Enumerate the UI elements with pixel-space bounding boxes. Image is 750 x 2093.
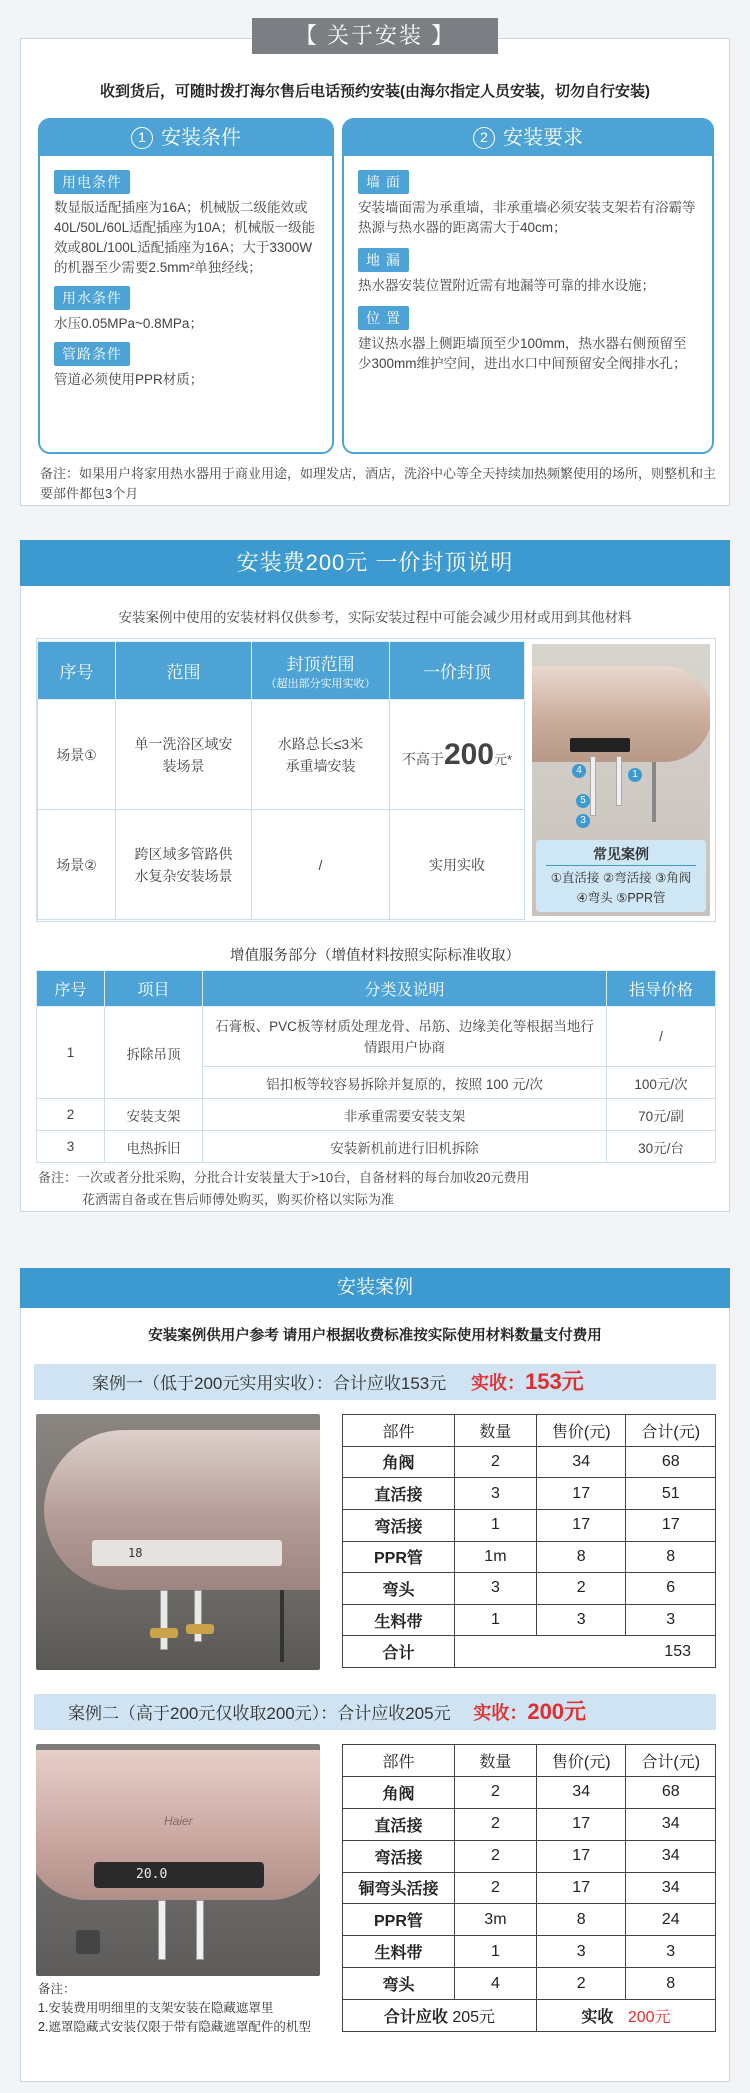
case-cell: 直活接 — [343, 1808, 455, 1840]
case-cell: PPR管 — [343, 1541, 455, 1573]
case-total-row — [343, 1636, 716, 1668]
requirement-text: 热水器安装位置附近需有地漏等可靠的排水设施； — [358, 278, 655, 293]
callout-icon: 3 — [576, 814, 590, 828]
conditions-box — [38, 118, 334, 454]
case-cell: 34 — [626, 1808, 716, 1840]
case-cell: 17 — [536, 1478, 626, 1510]
install-tab-title: 【 关于安装 】 — [252, 18, 498, 54]
case-cell: 8 — [626, 1541, 716, 1573]
requirement-text: 安装墙面需为承重墙，非承重墙必须安装支架若有浴霸等热源与热水器的距离需大于40cm； — [358, 200, 696, 235]
vas-desc: 石膏板、PVC板等材质处理龙骨、吊筋、边缘美化等根据当地行情跟用户协商 — [203, 1007, 607, 1067]
heater-display: 20.0 — [136, 1867, 168, 1882]
outlet-icon — [76, 1930, 100, 1954]
case1-paid-value: 153元 — [524, 1369, 584, 1394]
case-cell: 8 — [536, 1904, 626, 1936]
requirement-tag: 位 置 — [358, 306, 409, 330]
fee-seq: 场景② — [38, 810, 116, 920]
fee-header-scope: 范围 — [116, 642, 252, 700]
case-cell: 2 — [454, 1808, 536, 1840]
case2-label: 案例二（高于200元仅收取200元）：合计应收205元 — [68, 1704, 451, 1723]
fee-note-2: 花洒需自备或在售后师傅处购买，购买价格以实际为准 — [82, 1192, 395, 1207]
case-cell: 直活接 — [343, 1478, 455, 1510]
condition-text: 水压0.05MPa~0.8MPa； — [54, 316, 203, 331]
requirement-text: 建议热水器上侧距墙顶至少100mm，热水器右侧预留至少300mm维护空间，进出水口中间预留安全阀排水孔； — [358, 336, 687, 371]
case-cell: 2 — [454, 1776, 536, 1808]
case-table-row — [343, 1840, 716, 1872]
case-total-value: 205元 — [452, 2009, 496, 2026]
heater-illustration — [532, 644, 710, 916]
case-header-cell: 部件 — [343, 1415, 455, 1447]
condition-tag: 管路条件 — [54, 342, 130, 366]
case-cell: 3 — [626, 1604, 716, 1636]
case-cell: 2 — [454, 1840, 536, 1872]
fee-header-cap — [252, 642, 390, 700]
case-cell: 3 — [626, 1936, 716, 1968]
case-cell: 17 — [536, 1808, 626, 1840]
case-cell: 3 — [454, 1573, 536, 1605]
vas-row — [37, 1099, 716, 1131]
vas-row — [37, 1131, 716, 1163]
case-cell: 68 — [626, 1776, 716, 1808]
case1-photo — [36, 1414, 320, 1670]
case-header-cell: 部件 — [343, 1745, 455, 1777]
vas-table — [36, 970, 716, 1162]
case2-photo — [36, 1744, 320, 1976]
case-cell: 3 — [536, 1936, 626, 1968]
install-intro: 收到货后，可随时拨打海尔售后电话预约安装(由海尔指定人员安装，切勿自行安装) — [100, 83, 650, 100]
case-cell: 1m — [454, 1541, 536, 1573]
case-table-row — [343, 1968, 716, 2000]
vas-header-desc: 分类及说明 — [203, 971, 607, 1007]
number-badge: 1 — [131, 127, 153, 149]
requirement-tag: 墙 面 — [358, 170, 409, 194]
case2-note-line: 2.遮罩隐藏式安装仅限于带有隐藏遮罩配件的机型 — [38, 2020, 311, 2034]
fee-scope: 跨区域多管路供水复杂安装场景 — [116, 810, 252, 920]
fee-row — [38, 700, 525, 810]
callout-icon: 5 — [576, 794, 590, 808]
case-cell: 51 — [626, 1478, 716, 1510]
common-case: ④弯头 — [576, 891, 613, 905]
case-cell: 34 — [536, 1776, 626, 1808]
case-cell: 34 — [626, 1840, 716, 1872]
case-cell: 2 — [536, 1573, 626, 1605]
case-cell: 2 — [454, 1446, 536, 1478]
case-cell: 17 — [626, 1509, 716, 1541]
case2-note — [38, 1980, 328, 2037]
vas-price: 30元/台 — [607, 1131, 716, 1163]
case2-paid-value: 200元 — [527, 1699, 587, 1724]
cases-title: 安装案例 — [20, 1268, 730, 1308]
case2-note-line: 1.安装费用明细里的支架安装在隐藏遮罩里 — [38, 2001, 274, 2015]
callout-icon: 4 — [572, 764, 586, 778]
case1-label: 案例一（低于200元实用实收）：合计应收153元 — [92, 1374, 447, 1393]
case2-table — [342, 1744, 716, 2032]
heater-display — [570, 738, 630, 752]
case-cell: 铜弯头活接 — [343, 1872, 455, 1904]
case-table-row — [343, 1446, 716, 1478]
case2-paid-label: 实收： — [473, 1703, 528, 1723]
case-cell: 34 — [626, 1872, 716, 1904]
case-table-row — [343, 1478, 716, 1510]
case-cell: 1 — [454, 1604, 536, 1636]
case-cell: 17 — [536, 1509, 626, 1541]
heater-body — [44, 1430, 320, 1590]
requirements-box — [342, 118, 714, 454]
case-cell: 角阀 — [343, 1446, 455, 1478]
fee-cap: 水路总长≤3米承重墙安装 — [252, 700, 390, 810]
case-cell: 4 — [454, 1968, 536, 2000]
case-paid-label: 实收 — [581, 2009, 614, 2026]
common-cases-title: 常见案例 — [546, 844, 696, 866]
fee-header-seq: 序号 — [38, 642, 116, 700]
install-note: 备注：如果用户将家用热水器用于商业用途，如理发店，酒店，洗浴中心等全天持续加热频繁使用的场所，则整机和主要部件都包3个月 — [40, 466, 717, 501]
vas-item: 安装支架 — [105, 1099, 203, 1131]
vas-row — [37, 1007, 716, 1067]
fee-scope: 单一洗浴区域安装场景 — [116, 700, 252, 810]
case-total-value: 153 — [454, 1636, 715, 1668]
case-header-cell: 数量 — [454, 1415, 536, 1447]
requirements-header — [344, 120, 712, 156]
vas-price: / — [607, 1007, 716, 1067]
case-cell: 17 — [536, 1840, 626, 1872]
valve-icon — [186, 1624, 214, 1634]
conditions-title: 安装条件 — [161, 127, 241, 149]
case-cell: PPR管 — [343, 1904, 455, 1936]
case-cell: 24 — [626, 1904, 716, 1936]
case-paid-cell — [536, 2000, 715, 2032]
vas-seq: 1 — [37, 1007, 105, 1099]
pipe — [194, 1590, 202, 1642]
fee-header-cap-note: （超出部分实用实收） — [265, 678, 376, 690]
case-total-cell — [343, 2000, 537, 2032]
pipe — [652, 762, 656, 822]
fee-seq: 场景① — [38, 700, 116, 810]
case-cell: 3 — [454, 1478, 536, 1510]
case-paid-value: 200元 — [627, 2009, 671, 2026]
vas-title: 增值服务部分（增值材料按照实际标准收取） — [230, 948, 520, 964]
pipe — [196, 1900, 204, 1960]
case-table-header — [343, 1745, 716, 1777]
case-cell: 生料带 — [343, 1604, 455, 1636]
case-cell: 弯活接 — [343, 1840, 455, 1872]
fee-header-cap-label: 封顶范围 — [286, 655, 355, 674]
case-table-row — [343, 1604, 716, 1636]
case1-bar — [34, 1364, 716, 1400]
case-total-label: 合计应收 — [383, 2009, 448, 2026]
fee-note-1: 备注：一次或者分批采购，分批合计安装量大于>10台，自备材料的每台加收20元费用 — [38, 1170, 530, 1185]
condition-text: 管道必须使用PPR材质； — [54, 372, 204, 387]
common-case: ③角阀 — [655, 871, 692, 885]
common-case: ②弯活接 — [602, 871, 652, 885]
case-cell: 弯头 — [343, 1573, 455, 1605]
fee-price: 实用实收 — [390, 810, 525, 920]
fee-price-big: 200 — [443, 737, 494, 771]
fee-cap: / — [252, 810, 390, 920]
case-table-header — [343, 1415, 716, 1447]
case-cell: 3 — [536, 1604, 626, 1636]
case-table-row — [343, 1509, 716, 1541]
fee-price-suffix: 元* — [494, 751, 513, 767]
requirements-title: 安装要求 — [503, 127, 583, 149]
case1-table — [342, 1414, 716, 1668]
vas-item: 电热拆旧 — [105, 1131, 203, 1163]
pipe — [160, 1590, 168, 1650]
common-case: ⑤PPR管 — [616, 891, 666, 905]
condition-tag: 用电条件 — [54, 170, 130, 194]
case-cell: 角阀 — [343, 1776, 455, 1808]
vas-price: 70元/副 — [607, 1099, 716, 1131]
valve-icon — [150, 1628, 178, 1638]
vas-header-item: 项目 — [105, 971, 203, 1007]
fee-subtitle: 安装案例中使用的安装材料仅供参考，实际安装过程中可能会减少用材或用到其他材料 — [118, 610, 632, 625]
common-case: ①直活接 — [550, 871, 600, 885]
vas-header-price: 指导价格 — [607, 971, 716, 1007]
case-cell: 弯头 — [343, 1968, 455, 2000]
number-badge: 2 — [473, 127, 495, 149]
requirement-tag: 地 漏 — [358, 248, 409, 272]
conditions-header — [40, 120, 332, 156]
common-cases-box — [536, 840, 706, 912]
case-cell: 1 — [454, 1509, 536, 1541]
callout-icon: 1 — [628, 768, 642, 782]
vas-header-seq: 序号 — [37, 971, 105, 1007]
heater-panel — [92, 1540, 282, 1566]
case-table-row — [343, 1872, 716, 1904]
pipe — [590, 756, 596, 816]
fee-price — [390, 700, 525, 810]
case-header-cell: 售价(元) — [536, 1415, 626, 1447]
case-cell: 8 — [536, 1541, 626, 1573]
condition-tag: 用水条件 — [54, 286, 130, 310]
case-cell: 34 — [536, 1446, 626, 1478]
case-total-label: 合计 — [343, 1636, 455, 1668]
case-cell: 68 — [626, 1446, 716, 1478]
case2-note-title: 备注： — [38, 1982, 76, 1996]
case-table-row — [343, 1541, 716, 1573]
vas-price: 100元/次 — [607, 1067, 716, 1099]
condition-text: 数显版适配插座为16A；机械版二级能效或40L/50L/60L适配插座为10A；机械版一级能效或80L/100L适配插座为16A；大于3300W的机器至少需要2.5mm²单独经线； — [54, 200, 316, 275]
vas-item: 拆除吊顶 — [105, 1007, 203, 1099]
case-cell: 1 — [454, 1936, 536, 1968]
case-cell: 弯活接 — [343, 1509, 455, 1541]
case-cell: 17 — [536, 1872, 626, 1904]
case-table-row — [343, 1573, 716, 1605]
vas-seq: 3 — [37, 1131, 105, 1163]
fee-title: 安装费200元 一价封顶说明 — [20, 540, 730, 586]
case-cell: 8 — [626, 1968, 716, 2000]
heater-display: 18 — [128, 1546, 143, 1560]
case-header-cell: 售价(元) — [536, 1745, 626, 1777]
case2-bar — [34, 1694, 716, 1730]
vas-desc: 安装新机前进行旧机拆除 — [203, 1131, 607, 1163]
case-table-row — [343, 1936, 716, 1968]
pipe — [158, 1900, 166, 1960]
fee-row — [38, 810, 525, 920]
case-cell: 3m — [454, 1904, 536, 1936]
case-total-row — [343, 2000, 716, 2032]
case-table-row — [343, 1776, 716, 1808]
fee-header-price: 一价封顶 — [390, 642, 525, 700]
cases-subtitle: 安装案例供用户参考 请用户根据收费标准按实际使用材料数量支付费用 — [148, 1328, 602, 1344]
vas-desc: 非承重需要安装支架 — [203, 1099, 607, 1131]
fee-table — [37, 641, 525, 919]
heater-panel — [94, 1862, 264, 1888]
case-header-cell: 数量 — [454, 1745, 536, 1777]
case-cell: 2 — [454, 1872, 536, 1904]
heater-brand: Haier — [164, 1814, 193, 1828]
case-table-row — [343, 1808, 716, 1840]
pipe — [616, 756, 622, 806]
case-header-cell: 合计(元) — [626, 1745, 716, 1777]
case-cell: 2 — [536, 1968, 626, 2000]
fee-price-prefix: 不高于 — [401, 750, 444, 767]
case-cell: 生料带 — [343, 1936, 455, 1968]
case-cell: 6 — [626, 1573, 716, 1605]
pipe — [280, 1590, 284, 1662]
case-header-cell: 合计(元) — [626, 1415, 716, 1447]
case-table-row — [343, 1904, 716, 1936]
case1-paid-label: 实收： — [470, 1373, 525, 1393]
vas-seq: 2 — [37, 1099, 105, 1131]
vas-desc: 铝扣板等较容易拆除并复原的，按照 100 元/次 — [203, 1067, 607, 1099]
